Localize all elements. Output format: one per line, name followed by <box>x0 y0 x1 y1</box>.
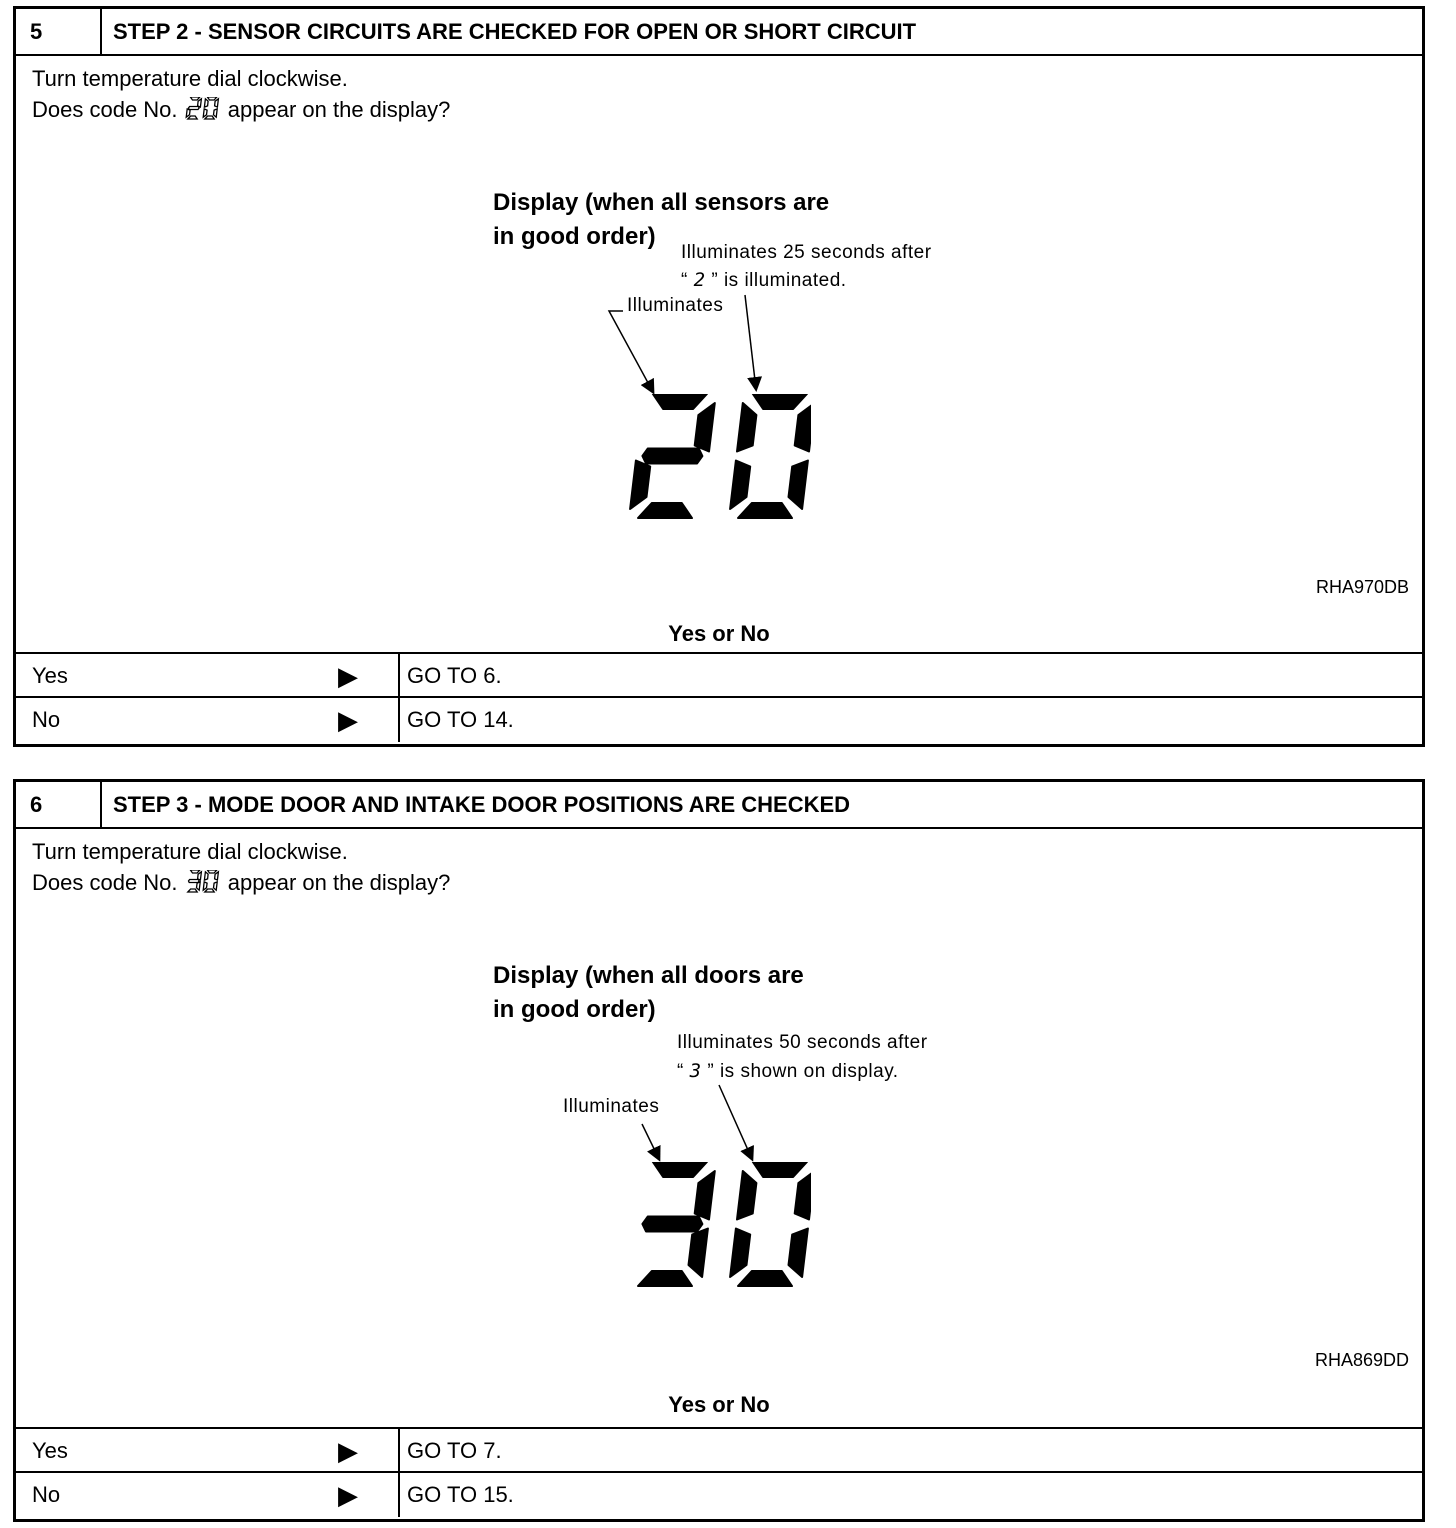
segment-a <box>653 394 707 409</box>
figure-title-line-2: in good order) <box>493 223 656 250</box>
question-suffix: appear on the display? <box>227 97 451 122</box>
step-title: STEP 2 - SENSOR CIRCUITS ARE CHECKED FOR OPEN OR SHORT CIRCUIT <box>113 19 917 44</box>
segment-b <box>795 403 811 452</box>
segment-e <box>730 1229 750 1278</box>
play-arrow-icon: ▶ <box>338 705 358 735</box>
display-figure <box>16 9 1422 609</box>
decision-label: Yes <box>32 1438 68 1463</box>
figure-title-line-2: in good order) <box>493 996 656 1023</box>
play-arrow-icon: ▶ <box>338 1436 358 1466</box>
segment-a <box>753 394 807 409</box>
annotation-right-line-1: Illuminates 50 seconds after <box>677 1032 928 1053</box>
figure-id: RHA970DB <box>1315 577 1409 597</box>
segment-f <box>737 403 756 452</box>
instruction-line-1: Turn temperature dial clockwise. <box>32 839 348 864</box>
leader-arrow-right <box>719 1085 752 1159</box>
figure-title-line-1: Display (when all sensors are <box>493 189 830 216</box>
decision-label: No <box>32 1482 61 1507</box>
step-5-block <box>13 6 1425 747</box>
segment-a <box>753 1162 807 1177</box>
segment-d <box>738 1271 792 1286</box>
segment-c <box>789 1229 808 1278</box>
step-number: 5 <box>16 9 102 54</box>
segment-d <box>638 503 692 518</box>
display-figure <box>16 782 1422 1382</box>
leader-arrow-right <box>745 295 756 389</box>
step-6-block <box>13 779 1425 1522</box>
instruction-line-1: Turn temperature dial clockwise. <box>32 66 348 91</box>
segment-b <box>695 1171 715 1220</box>
figure-title-line-1: Display (when all doors are <box>493 962 804 989</box>
step-number: 6 <box>16 782 102 827</box>
decision-row-yes <box>16 1427 1422 1473</box>
decision-action: GO TO 6. <box>398 654 502 698</box>
segment-a <box>653 1162 707 1177</box>
segment-b <box>695 403 715 452</box>
segment-e <box>630 461 650 510</box>
annotation-digit: 2 <box>693 269 706 291</box>
segment-f <box>737 1171 756 1220</box>
segment-e <box>730 461 750 510</box>
play-arrow-icon: ▶ <box>338 1480 358 1510</box>
segment-d <box>738 503 792 518</box>
annotation-left: Illuminates <box>563 1096 660 1117</box>
question-suffix: appear on the display? <box>227 870 451 895</box>
segment-c <box>789 461 808 510</box>
decision-action: GO TO 14. <box>398 698 514 742</box>
leader-arrow-left <box>609 311 653 392</box>
decision-row-no <box>16 1471 1422 1517</box>
segment-b <box>795 1171 811 1220</box>
decision-label: Yes <box>32 663 68 688</box>
decision-row-no <box>16 696 1422 742</box>
leader-arrow-left <box>642 1124 659 1159</box>
step-title: STEP 3 - MODE DOOR AND INTAKE DOOR POSITIONS ARE CHECKED <box>113 792 851 817</box>
segment-g <box>642 1217 702 1232</box>
annotation-left: Illuminates <box>627 295 724 316</box>
segment-d <box>638 1271 692 1286</box>
question-prefix: Does code No. <box>32 97 178 122</box>
play-arrow-icon: ▶ <box>338 661 358 691</box>
seven-segment-display <box>611 1162 811 1302</box>
annotation-digit: 3 <box>689 1060 702 1082</box>
annotation-right-line-1: Illuminates 25 seconds after <box>681 242 932 263</box>
yes-or-no-label: Yes or No <box>668 621 770 646</box>
quote-close-text: ” is shown on display. <box>707 1061 899 1082</box>
question-prefix: Does code No. <box>32 870 178 895</box>
seven-segment-display <box>611 394 811 534</box>
segment-c <box>689 1229 708 1278</box>
yes-or-no-label: Yes or No <box>668 1392 770 1417</box>
decision-row-yes <box>16 652 1422 698</box>
figure-id: RHA869DD <box>1314 1350 1409 1370</box>
quote-open: “ <box>677 1061 684 1082</box>
decision-action: GO TO 7. <box>398 1429 502 1473</box>
decision-action: GO TO 15. <box>398 1473 514 1517</box>
quote-close-text: ” is illuminated. <box>711 270 847 291</box>
decision-label: No <box>32 707 61 732</box>
quote-open: “ <box>681 270 688 291</box>
segment-g <box>642 449 702 464</box>
